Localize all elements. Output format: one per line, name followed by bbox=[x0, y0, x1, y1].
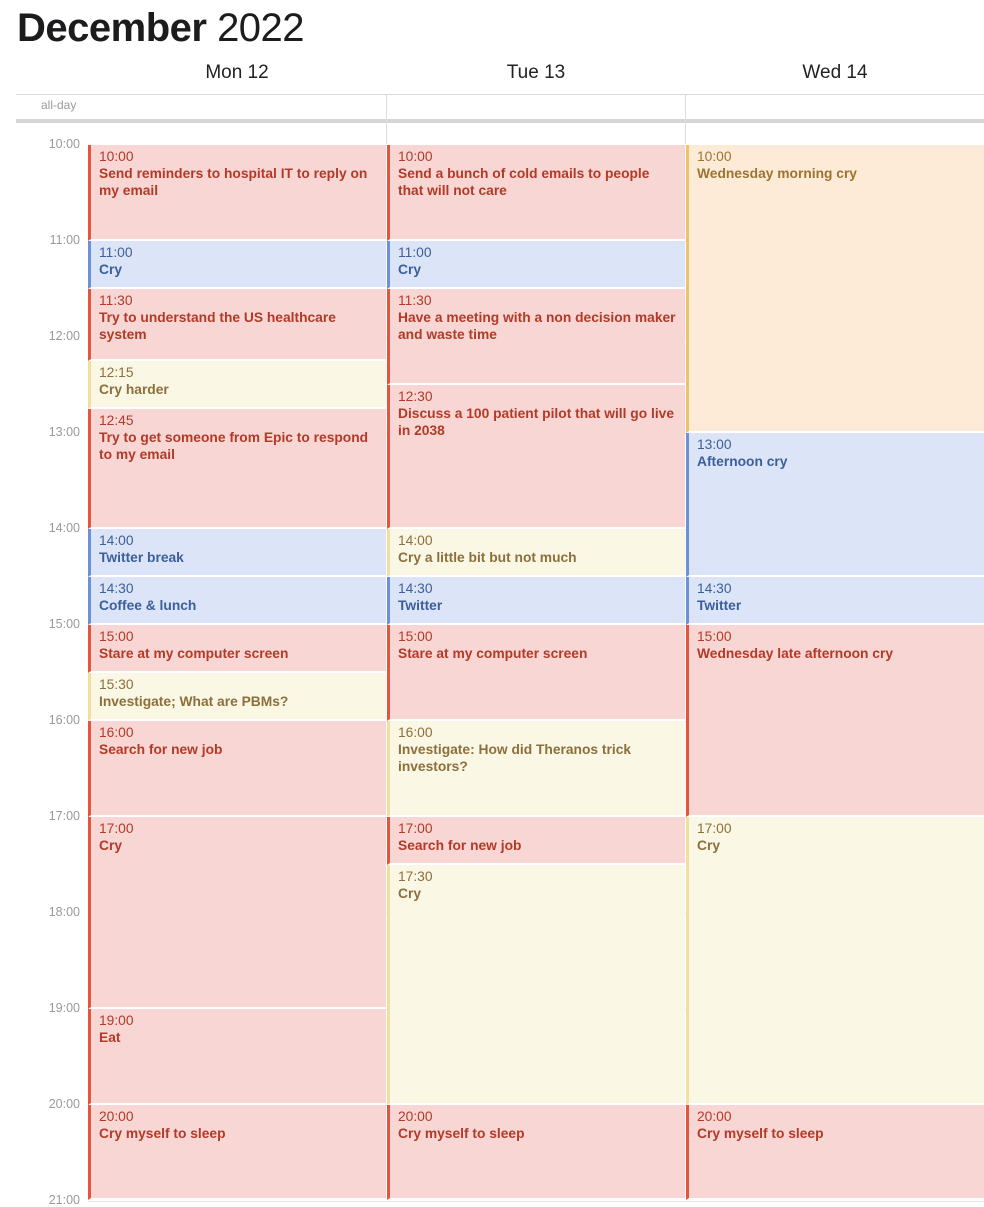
event-title: Twitter bbox=[697, 598, 742, 613]
allday-divider bbox=[16, 119, 984, 123]
page-title bbox=[17, 6, 304, 51]
event-time: 11:00 bbox=[398, 245, 432, 260]
calendar-event[interactable] bbox=[88, 817, 386, 1009]
event-title: Try to understand the US healthcare system bbox=[99, 310, 336, 342]
event-title: Investigate: How did Theranos trick investors? bbox=[398, 742, 632, 774]
calendar-event[interactable] bbox=[88, 289, 386, 361]
year-label: 2022 bbox=[217, 6, 305, 50]
calendar-event[interactable] bbox=[88, 721, 386, 817]
calendar-event[interactable] bbox=[88, 241, 386, 289]
hour-label: 18:00 bbox=[48, 905, 80, 919]
event-title: Stare at my computer screen bbox=[398, 646, 588, 661]
event-title: Cry a little bit but not much bbox=[398, 550, 577, 565]
calendar-event[interactable] bbox=[88, 409, 386, 529]
calendar-event[interactable] bbox=[387, 577, 685, 625]
calendar-event[interactable] bbox=[387, 289, 685, 385]
event-title: Send a bunch of cold emails to people that will not care bbox=[398, 166, 650, 198]
calendar-event[interactable] bbox=[387, 385, 685, 529]
calendar-event[interactable] bbox=[686, 145, 984, 433]
event-time: 15:00 bbox=[99, 629, 134, 644]
calendar-event[interactable] bbox=[88, 625, 386, 673]
event-time: 12:30 bbox=[398, 389, 433, 404]
hour-gridline bbox=[88, 1201, 984, 1202]
calendar-event[interactable] bbox=[686, 817, 984, 1105]
calendar-event[interactable] bbox=[88, 673, 386, 721]
hour-label: 10:00 bbox=[48, 137, 80, 151]
event-time: 11:30 bbox=[398, 293, 432, 308]
calendar-event[interactable] bbox=[686, 577, 984, 625]
event-time: 11:30 bbox=[99, 293, 133, 308]
event-time: 17:00 bbox=[697, 821, 732, 836]
event-title: Search for new job bbox=[99, 742, 223, 757]
event-title: Cry bbox=[99, 838, 123, 853]
calendar-event[interactable] bbox=[387, 241, 685, 289]
event-title: Wednesday morning cry bbox=[697, 166, 857, 181]
event-time: 16:00 bbox=[398, 725, 433, 740]
event-title: Cry bbox=[398, 262, 422, 277]
event-title: Twitter break bbox=[99, 550, 184, 565]
hour-label: 12:00 bbox=[48, 329, 80, 343]
calendar-event[interactable] bbox=[686, 1105, 984, 1200]
event-time: 20:00 bbox=[697, 1109, 732, 1124]
event-time: 12:45 bbox=[99, 413, 134, 428]
event-title: Cry myself to sleep bbox=[99, 1126, 226, 1141]
event-time: 16:00 bbox=[99, 725, 134, 740]
event-title: Cry myself to sleep bbox=[398, 1126, 525, 1141]
event-time: 11:00 bbox=[99, 245, 133, 260]
event-title: Wednesday late afternoon cry bbox=[697, 646, 894, 661]
event-title: Cry bbox=[697, 838, 721, 853]
allday-column-divider bbox=[685, 94, 686, 144]
header-divider bbox=[16, 94, 984, 95]
event-time: 10:00 bbox=[99, 149, 134, 164]
event-title: Afternoon cry bbox=[697, 454, 788, 469]
calendar-event[interactable] bbox=[387, 145, 685, 241]
event-time: 20:00 bbox=[99, 1109, 134, 1124]
hour-label: 20:00 bbox=[48, 1097, 80, 1111]
event-title: Send reminders to hospital IT to reply on my email bbox=[99, 166, 368, 198]
event-time: 10:00 bbox=[697, 149, 732, 164]
day-header-tue[interactable]: Tue 13 bbox=[506, 62, 566, 83]
hour-label: 13:00 bbox=[48, 425, 80, 439]
day-header-mon[interactable]: Mon 12 bbox=[205, 62, 269, 83]
allday-column-divider bbox=[386, 94, 387, 144]
event-time: 17:00 bbox=[99, 821, 134, 836]
event-title: Eat bbox=[99, 1030, 121, 1045]
event-title: Twitter bbox=[398, 598, 443, 613]
event-time: 19:00 bbox=[99, 1013, 134, 1028]
event-title: Cry bbox=[99, 262, 123, 277]
allday-label: all-day bbox=[41, 98, 77, 112]
calendar-event[interactable] bbox=[387, 1105, 685, 1200]
calendar-event[interactable] bbox=[88, 1009, 386, 1105]
calendar-event[interactable] bbox=[387, 625, 685, 721]
event-time: 10:00 bbox=[398, 149, 433, 164]
event-title: Cry myself to sleep bbox=[697, 1126, 824, 1141]
event-time: 15:00 bbox=[697, 629, 732, 644]
calendar-event[interactable] bbox=[387, 817, 685, 865]
event-time: 14:30 bbox=[697, 581, 732, 596]
event-title: Search for new job bbox=[398, 838, 522, 853]
hour-label: 14:00 bbox=[48, 521, 80, 535]
hour-label: 16:00 bbox=[48, 713, 80, 727]
event-time: 15:30 bbox=[99, 677, 134, 692]
event-time: 13:00 bbox=[697, 437, 732, 452]
event-time: 14:00 bbox=[99, 533, 134, 548]
event-title: Stare at my computer screen bbox=[99, 646, 289, 661]
month-label: December bbox=[17, 6, 207, 50]
event-time: 20:00 bbox=[398, 1109, 433, 1124]
event-time: 14:00 bbox=[398, 533, 433, 548]
hour-label: 21:00 bbox=[48, 1193, 80, 1207]
event-time: 14:30 bbox=[398, 581, 433, 596]
event-title: Coffee & lunch bbox=[99, 598, 197, 613]
calendar-event[interactable] bbox=[88, 577, 386, 625]
calendar-event[interactable] bbox=[88, 1105, 386, 1200]
calendar-event[interactable] bbox=[686, 433, 984, 577]
calendar-event[interactable] bbox=[387, 865, 685, 1105]
hour-label: 11:00 bbox=[49, 233, 80, 247]
event-time: 17:00 bbox=[398, 821, 433, 836]
event-title: Discuss a 100 patient pilot that will go live in 2038 bbox=[398, 406, 675, 438]
event-title: Try to get someone from Epic to respond to my email bbox=[99, 430, 369, 462]
hour-label: 19:00 bbox=[48, 1001, 80, 1015]
event-title: Investigate; What are PBMs? bbox=[99, 694, 289, 709]
event-title: Have a meeting with a non decision maker and waste time bbox=[398, 310, 676, 342]
calendar-event[interactable] bbox=[88, 361, 386, 409]
calendar-event[interactable] bbox=[686, 625, 984, 817]
hour-label: 17:00 bbox=[48, 809, 80, 823]
calendar-event[interactable] bbox=[88, 529, 386, 577]
calendar-event[interactable] bbox=[387, 529, 685, 577]
event-time: 14:30 bbox=[99, 581, 134, 596]
event-title: Cry bbox=[398, 886, 422, 901]
event-time: 15:00 bbox=[398, 629, 433, 644]
event-time: 17:30 bbox=[398, 869, 433, 884]
event-time: 12:15 bbox=[99, 365, 134, 380]
hour-label: 15:00 bbox=[48, 617, 80, 631]
day-header-wed[interactable]: Wed 14 bbox=[802, 62, 868, 83]
calendar-event[interactable] bbox=[88, 145, 386, 241]
event-title: Cry harder bbox=[99, 382, 169, 397]
calendar-event[interactable] bbox=[387, 721, 685, 817]
